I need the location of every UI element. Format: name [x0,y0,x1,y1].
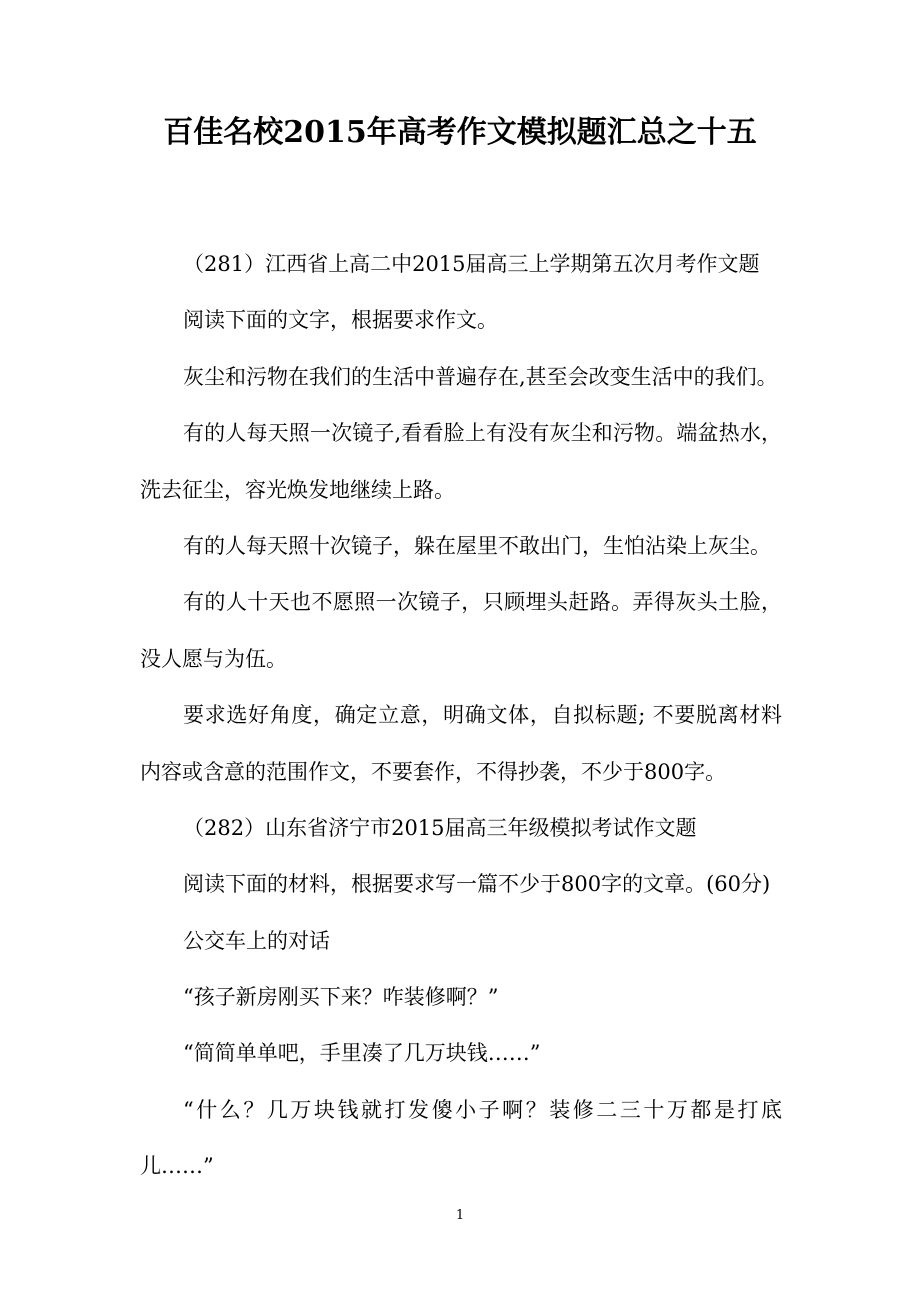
paragraph [140,1033,782,1089]
document-body [140,244,782,1203]
paragraph-line: “什么？几万块钱就打发傻小子啊？装修二三十万都是打底 [183,1097,782,1122]
paragraph-line: 公交车上的对话 [183,928,330,953]
page-number: 1 [455,1208,465,1223]
paragraph-line: 内容或含意的范围作文，不要套作，不得抄袭，不少于800字。 [140,759,727,784]
paragraph-line: 灰尘和污物在我们的生活中普遍存在,甚至会改变生活中的我们。 [183,364,778,389]
paragraph [140,300,782,356]
paragraph-line: 要求选好角度，确定立意，明确文体，自拟标题; 不要脱离材料 [183,703,782,728]
document-title: 百佳名校2015年高考作文模拟题汇总之十五 [163,115,757,150]
paragraph-line: 有的人每天照一次镜子,看看脸上有没有灰尘和污物。端盆热水， [183,421,782,446]
paragraph [140,526,782,582]
paragraph [140,921,782,977]
paragraph [140,244,782,300]
paragraph [140,1090,782,1203]
paragraph [140,582,782,695]
paragraph-line: “孩子新房刚买下来？咋装修啊？” [183,985,499,1010]
paragraph-line: 有的人十天也不愿照一次镜子，只顾埋头赶路。弄得灰头土脸， [183,590,782,615]
paragraph-line: 有的人每天照十次镜子，躲在屋里不敢出门，生怕沾染上灰尘。 [183,533,771,558]
paragraph-line: 没人愿与为伍。 [140,646,287,671]
paragraph [140,695,782,808]
paragraph-line: 阅读下面的材料，根据要求写一篇不少于800字的文章。(60分) [183,872,771,897]
paragraph [140,977,782,1033]
paragraph [140,808,782,864]
paragraph [140,357,782,413]
paragraph [140,864,782,920]
paragraph-line: “简简单单吧，手里凑了几万块钱……” [183,1041,541,1066]
paragraph-line: （282）山东省济宁市2015届高三年级模拟考试作文题 [183,815,697,840]
paragraph-line: 洗去征尘，容光焕发地继续上路。 [140,477,455,502]
paragraph-line: （281）江西省上高二中2015届高三上学期第五次月考作文题 [183,252,760,276]
paragraph-line: 阅读下面的文字，根据要求作文。 [183,308,498,333]
paragraph-line: 儿……” [140,1154,214,1179]
paragraph [140,413,782,526]
